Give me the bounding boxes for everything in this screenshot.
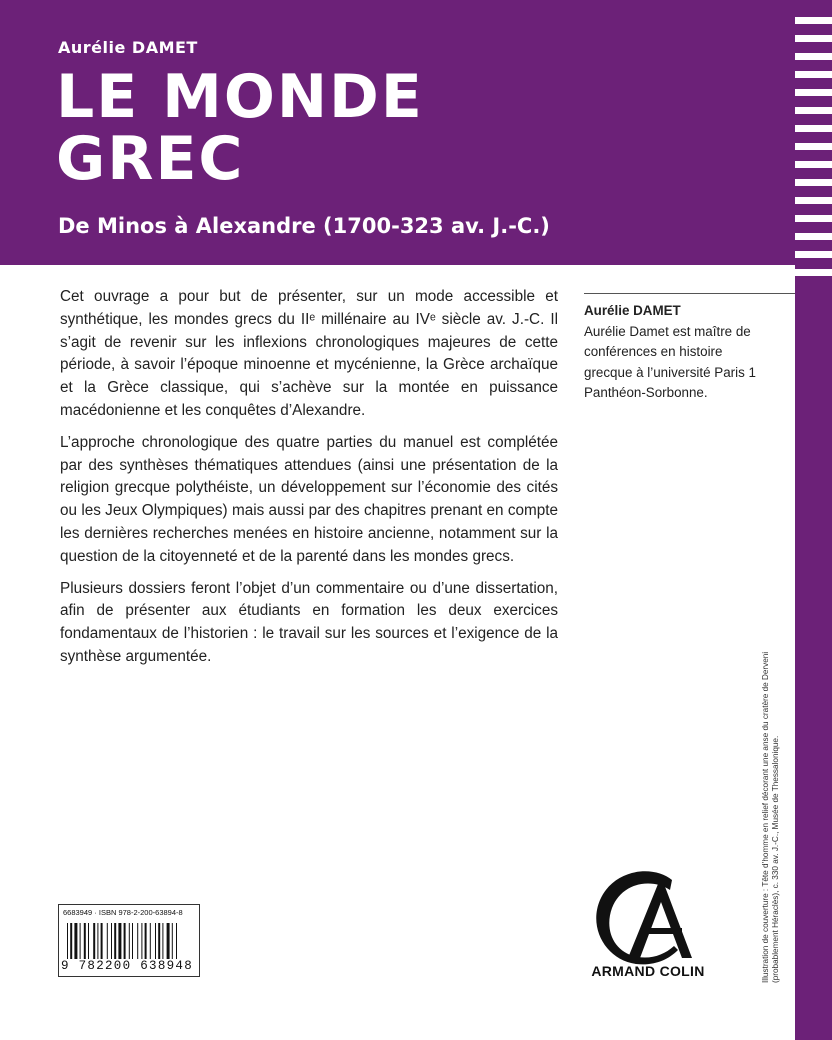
barcode-bar (70, 923, 72, 959)
barcode-bar (84, 923, 86, 959)
bio-divider (584, 293, 795, 294)
barcode-bar (97, 923, 98, 959)
credit-line-1: Illustration de couverture : Tête d’homme en relief décorant une anse du cratère de Derveni (761, 651, 770, 983)
spine-stripe (795, 179, 832, 186)
barcode-bar (101, 923, 103, 959)
barcode-bar (74, 923, 77, 959)
back-cover-blurb (60, 286, 558, 678)
book-subtitle: De Minos à Alexandre (1700-323 av. J.-C.) (58, 214, 550, 238)
barcode-bar (137, 923, 138, 959)
blurb-paragraph: Plusieurs dossiers feront l’objet d’un commentaire ou d’une dissertation, afin de présenter aux étudiants en formation les deux exercices fondamentaux de l’historien : le travail sur les sources et l’exigence de la synthèse argumentée. (60, 579, 558, 665)
barcode-bar (155, 923, 156, 959)
barcode-bar (114, 923, 116, 959)
spine-stripe (795, 35, 832, 42)
barcode-bar (150, 923, 151, 959)
spine-stripe (795, 197, 832, 204)
barcode-bar (118, 923, 121, 959)
barcode-bar (107, 923, 108, 959)
barcode-bar (158, 923, 160, 959)
spine-stripe (795, 251, 832, 258)
isbn-barcode (58, 904, 200, 977)
header-author: Aurélie DAMET (58, 38, 198, 57)
barcode-bar (141, 923, 142, 959)
spine-stripe (795, 125, 832, 132)
book-title (56, 62, 424, 194)
author-bio (584, 301, 774, 404)
isbn-code-line: 6683949 · ISBN 978-2-200-63894-8 (63, 908, 183, 917)
cover-illustration-credit (761, 600, 780, 983)
barcode-bar (67, 923, 68, 959)
barcode-bar (124, 923, 126, 959)
barcode-bar (88, 923, 89, 959)
bio-author-name: Aurélie DAMET (584, 303, 681, 318)
barcode-bars (67, 923, 191, 959)
spine-stripe (795, 269, 832, 276)
barcode-bar (167, 923, 170, 959)
barcode-bar (176, 923, 177, 959)
spine-stripe (795, 17, 832, 24)
spine-stripe (795, 107, 832, 114)
barcode-bar (162, 923, 163, 959)
blurb-paragraph: Cet ouvrage a pour but de présenter, sur un mode accessible et synthétique, les mondes grecs du IIᵉ millénaire au IVᵉ siècle av. J.-C. Il s’agit de revenir sur les inflexions chronologiques majeures de cette période, à savoir l’époque minoenne et mycénienne, la Grèce archaïque et la Grèce classique, qui s’achève sur la montée en puissance macédonienne et les conquêtes d’Alexandre. (60, 288, 558, 419)
spine-stripe-band (795, 0, 832, 1040)
credit-line-2: (probablement Héraclès), c. 330 av. J.-C., Musée de Thessalonique. (771, 735, 780, 983)
barcode-bar (129, 923, 130, 959)
spine-stripe (795, 233, 832, 240)
publisher-name: ARMAND COLIN (591, 963, 705, 979)
spine-stripe (795, 143, 832, 150)
barcode-bar (93, 923, 95, 959)
barcode-bar (80, 923, 81, 959)
barcode-bar (132, 923, 133, 959)
spine-stripe (795, 53, 832, 60)
barcode-bar (145, 923, 147, 959)
spine-stripe (795, 71, 832, 78)
cover-header-band (0, 0, 795, 265)
spine-stripe (795, 161, 832, 168)
bio-text: Aurélie Damet est maître de conférences en histoire grecque à l’université Paris 1 Panthéon-Sorbonne. (584, 323, 756, 400)
ean-digits: 9 782200 638948 (61, 959, 194, 973)
barcode-bar (172, 923, 173, 959)
title-line-1: LE MONDE (56, 62, 424, 132)
spine-stripe (795, 215, 832, 222)
barcode-bar (111, 923, 112, 959)
spine-stripe (795, 89, 832, 96)
title-line-2: GREC (56, 124, 245, 194)
blurb-paragraph: L’approche chronologique des quatre parties du manuel est complétée par des synthèses thématiques attendues (ainsi une présentation de la religion grecque polythéiste, un développement sur l’économie des cités ou les Jeux Olympiques) mais aussi par des chapitres prenant en compte les dernières recherches menées en histoire ancienne, notamment sur la question de la citoyenneté et de la parenté dans les mondes grecs. (60, 433, 558, 565)
